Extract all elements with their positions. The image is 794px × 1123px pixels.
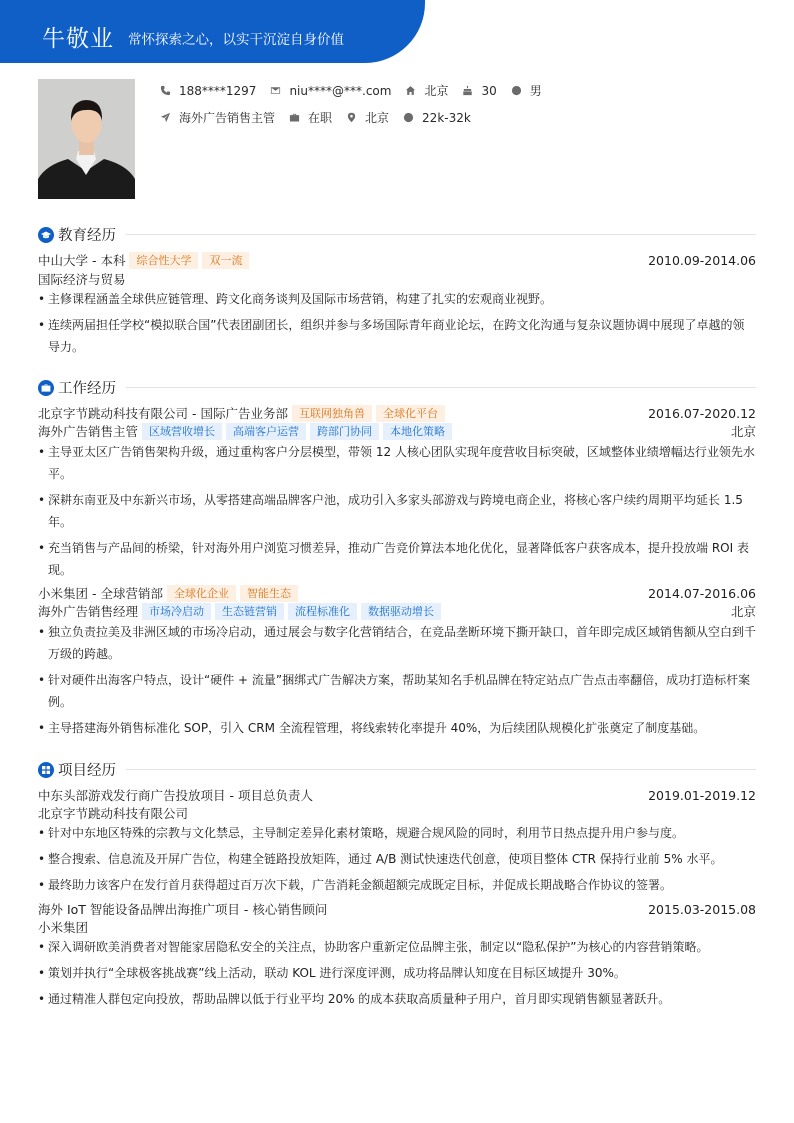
phone-item (160, 84, 256, 98)
project-name: 中东头部游戏发行商广告投放项目 - 项目总负责人 (38, 788, 313, 803)
list-item: • 针对中东地区特殊的宗教与文化禁忌，主导制定差异化素材策略，规避合规风险的同时，利用节日热点提升用户参与度。 (38, 822, 756, 844)
list-item: • 通过精准人群包定向投放，帮助品牌以低于行业平均 20% 的成本获取高质量种子用户，首月即实现销售额显著跃升。 (38, 988, 756, 1010)
gender-item (511, 82, 542, 99)
skill-tag: 生态链营销 (215, 603, 284, 620)
list-item: • 连续两届担任学校“模拟联合国”代表团副团长，组织并参与多场国际青年商业论坛，在跨文化沟通与复杂议题协调中展现了卓越的领导力。 (38, 314, 756, 358)
skill-tag: 区域营收增长 (142, 423, 222, 440)
work-title-row (38, 602, 756, 620)
project-org-row (38, 918, 756, 936)
money-icon (403, 112, 414, 123)
skill-tag: 本地化策略 (383, 423, 452, 440)
list-item: • 整合搜索、信息流及开屏广告位，构建全链路投放矩阵，通过 A/B 测试快速迭代创意，使项目整体 CTR 保持行业前 5% 水平。 (38, 848, 756, 870)
age-item (462, 84, 496, 98)
skill-tag: 高端客户运营 (226, 423, 306, 440)
list-item: • 针对硬件出海客户特点，设计“硬件 + 流量”捆绑式广告解决方案，帮助某知名手机品牌在特定站点广告点击率翻倍，成功打造标杆案例。 (38, 669, 756, 713)
project-entry-head (38, 900, 756, 918)
send-icon (160, 112, 171, 123)
company-name: 小米集团 - 全球营销部 (38, 586, 163, 601)
school-name: 中山大学 - 本科 (38, 253, 126, 268)
email-text: niu****@***.com (289, 83, 392, 98)
list-item: • 深耕东南亚及中东新兴市场，从零搭建高端品牌客户池，成功引入多家头部游戏与跨境电商企业，将核心客户续约周期平均延长 1.5 年。 (38, 489, 756, 533)
major-name: 国际经济与贸易 (38, 272, 126, 287)
list-item: • 策划并执行“全球极客挑战赛”线上活动，联动 KOL 进行深度评测，成功将品牌认知度在目标区域提升 30%。 (38, 962, 756, 984)
contact-row-1 (160, 82, 556, 99)
status-item (289, 109, 332, 126)
phone-text: 188****1297 (179, 83, 257, 98)
candidate-name: 牛敬业 (42, 26, 114, 52)
position-item (160, 109, 275, 126)
briefcase-icon (289, 112, 300, 123)
profile-photo (38, 79, 135, 199)
list-item: • 主修课程涵盖全球供应链管理、跨文化商务谈判及国际市场营销，构建了扎实的宏观商业视野。 (38, 288, 756, 310)
home-text: 北京 (424, 84, 449, 98)
school-tag: 双一流 (202, 252, 249, 269)
project-name: 海外 IoT 智能设备品牌出海推广项目 - 核心销售顾问 (38, 902, 328, 917)
list-item: • 充当销售与产品间的桥梁，针对海外用户浏览习惯差异，推动广告竞价算法本地化优化，显著降低客户获客成本，提升投放端 ROI 表现。 (38, 537, 756, 581)
list-item: • 主导搭建海外销售标准化 SOP，引入 CRM 全流程管理，将线索转化率提升 40%，为后续团队规模化扩张奠定了制度基础。 (38, 717, 756, 739)
section-divider (126, 387, 756, 388)
phone-icon (160, 85, 171, 96)
company-tag: 全球化企业 (167, 585, 236, 602)
job-title: 海外广告销售主管 (38, 424, 139, 439)
work-title-row (38, 422, 756, 440)
graduation-cap-icon (38, 227, 54, 243)
person-portrait-icon (38, 79, 135, 199)
education-bullets (38, 288, 756, 362)
company-tag: 全球化平台 (376, 405, 445, 422)
list-item: • 最终助力该客户在发行首月获得超过百万次下载，广告消耗金额超额完成既定目标，并促成长期战略合作协议的签署。 (38, 874, 756, 896)
city-text: 北京 (365, 111, 390, 125)
project-bullets (38, 936, 756, 1014)
project-date: 2015.03-2015.08 (648, 901, 756, 917)
project-bullets (38, 822, 756, 900)
work-entry-head (38, 404, 756, 422)
home-item (405, 82, 448, 99)
mail-icon (270, 85, 281, 96)
status-text: 在职 (308, 111, 333, 125)
age-text: 30 (481, 83, 497, 98)
projects-section-title (38, 759, 756, 780)
work-section-title (38, 377, 756, 398)
home-icon (405, 85, 416, 96)
salary-text: 22k-32k (422, 110, 471, 125)
education-heading: 教育经历 (58, 228, 116, 244)
project-entry-head (38, 786, 756, 804)
position-text: 海外广告销售主管 (179, 111, 276, 125)
skill-tag: 跨部门协同 (310, 423, 379, 440)
company-tag: 互联网独角兽 (292, 405, 372, 422)
education-date: 2010.09-2014.06 (648, 252, 756, 268)
contact-row-2 (160, 109, 485, 126)
city-item (346, 109, 389, 126)
list-item: • 独立负责拉美及非洲区域的市场冷启动，通过展会与数字化营销结合，在竞品垄断环境下撕开缺口，首年即完成区域销售额从空白到千万级的跨越。 (38, 621, 756, 665)
work-heading: 工作经历 (58, 381, 116, 397)
skill-tag: 流程标准化 (288, 603, 357, 620)
gender-text: 男 (529, 84, 542, 98)
education-entry-head (38, 251, 756, 269)
school-tag: 综合性大学 (129, 252, 198, 269)
projects-heading: 项目经历 (58, 763, 116, 779)
skill-tag: 市场冷启动 (142, 603, 211, 620)
section-divider (126, 234, 756, 235)
project-org: 北京字节跳动科技有限公司 (38, 806, 189, 821)
education-section-title (38, 224, 756, 245)
project-org: 小米集团 (38, 920, 89, 935)
email-item (270, 84, 391, 98)
company-tag: 智能生态 (240, 585, 298, 602)
company-name: 北京字节跳动科技有限公司 - 国际广告业务部 (38, 406, 288, 421)
candidate-motto: 常怀探索之心，以实干沉淀自身价值 (128, 32, 344, 48)
project-date: 2019.01-2019.12 (648, 787, 756, 803)
gender-icon (511, 85, 522, 96)
location-pin-icon (346, 112, 357, 123)
education-major-row (38, 270, 756, 288)
work-location: 北京 (730, 604, 756, 619)
work-date: 2014.07-2016.06 (648, 585, 756, 601)
project-org-row (38, 804, 756, 822)
grid-icon (38, 762, 54, 778)
list-item: • 主导亚太区广告销售架构升级，通过重构客户分层模型，带领 12 人核心团队实现年度营收目标突破，区域整体业绩增幅达行业领先水平。 (38, 441, 756, 485)
briefcase-icon (38, 380, 54, 396)
skill-tag: 数据驱动增长 (361, 603, 441, 620)
list-item: • 深入调研欧美消费者对智能家居隐私安全的关注点，协助客户重新定位品牌主张，制定以“隐私保护”为核心的内容营销策略。 (38, 936, 756, 958)
work-bullets (38, 441, 756, 585)
job-title: 海外广告销售经理 (38, 604, 139, 619)
work-bullets (38, 621, 756, 743)
work-location: 北京 (730, 424, 756, 439)
section-divider (126, 769, 756, 770)
work-date: 2016.07-2020.12 (648, 405, 756, 421)
cake-icon (462, 85, 473, 96)
salary-item (403, 111, 471, 125)
work-entry-head (38, 584, 756, 602)
